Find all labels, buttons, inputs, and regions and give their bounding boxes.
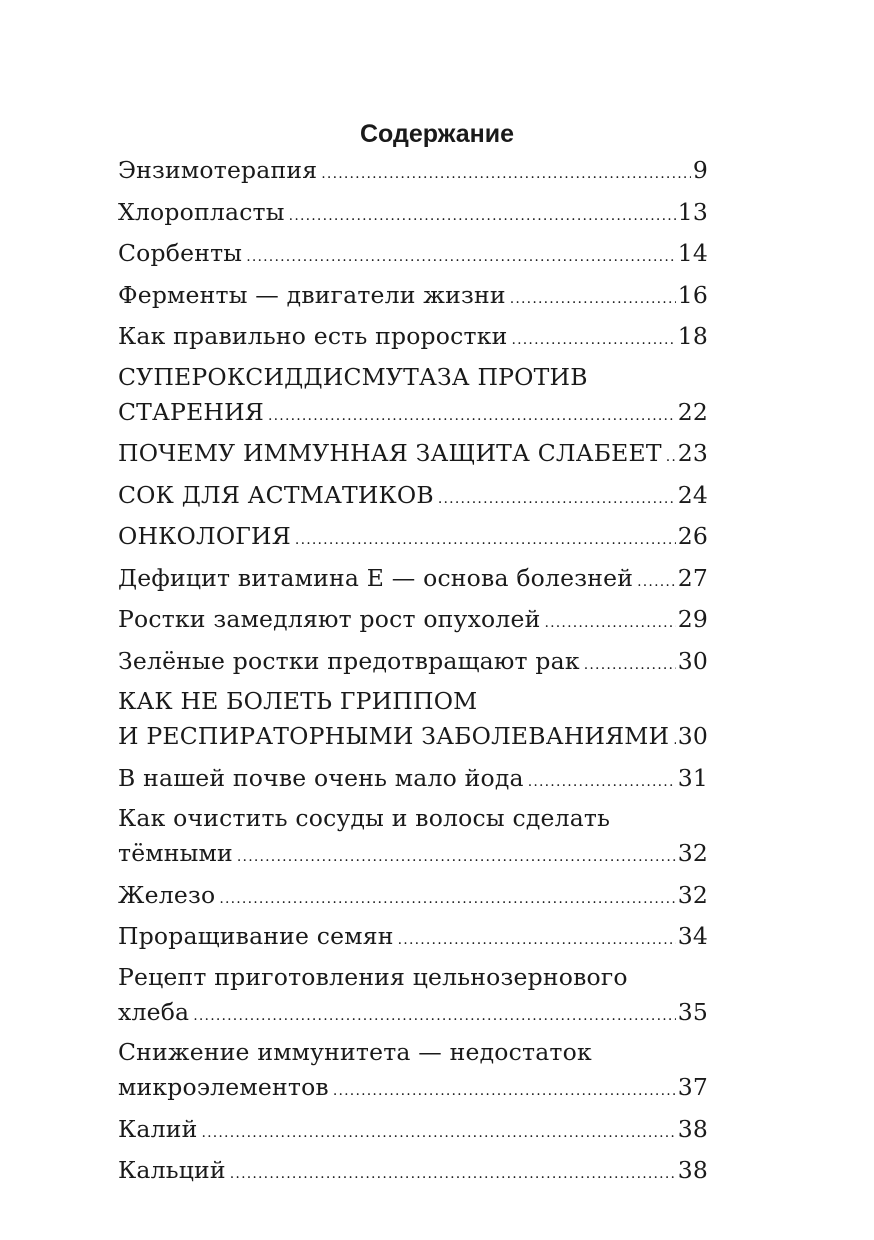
toc-entry (118, 643, 708, 683)
dot-leader (673, 722, 675, 758)
toc-entry-title-line2: И РЕСПИРАТОРНЫМИ ЗАБОЛЕВАНИЯМИ (118, 722, 670, 750)
toc-entry (118, 152, 708, 192)
toc-page-number: 16 (677, 280, 708, 309)
toc-page-number: 31 (677, 763, 708, 792)
toc-entry (118, 277, 708, 317)
toc-entry (118, 1152, 708, 1192)
toc-page-number: 23 (677, 439, 708, 467)
toc-page-number: 18 (677, 322, 708, 350)
toc-entry-title-line1: Как очистить сосуды и волосы сделать (118, 804, 611, 832)
toc-page-number: 24 (677, 480, 708, 509)
toc-entry (118, 918, 708, 958)
dot-leader (637, 564, 676, 600)
toc-page-number: 35 (677, 997, 708, 1026)
dot-leader (333, 1073, 676, 1109)
toc-entry-title: Проращивание семян (118, 922, 394, 950)
toc-page-number: 32 (677, 839, 708, 867)
toc-entry-title: Кальций (118, 1156, 226, 1184)
toc-entry-title: ПОЧЕМУ ИММУННАЯ ЗАЩИТА СЛАБЕЕТ (118, 439, 662, 467)
toc-entry-title: Ферменты — двигатели жизни (118, 280, 506, 309)
dot-leader (438, 481, 676, 517)
toc-entry (118, 477, 708, 517)
toc-entry-title: СОК ДЛЯ АСТМАТИКОВ (118, 480, 434, 509)
dot-leader (193, 998, 675, 1034)
toc-page-number: 14 (677, 239, 708, 267)
dot-leader (510, 281, 676, 317)
dot-leader (289, 198, 676, 234)
toc-entry (118, 801, 708, 875)
toc-entry (118, 601, 708, 641)
toc-entry-title: В нашей почве очень мало йода (118, 763, 524, 792)
toc-entry (118, 1111, 708, 1151)
toc-entry (118, 435, 708, 475)
toc-entry-title-line2: тёмными (118, 839, 233, 867)
toc-page-number: 30 (677, 722, 708, 750)
toc-page-number: 38 (677, 1114, 708, 1143)
toc-entry-title: Хлоропласты (118, 197, 285, 226)
toc-entry-title: Сорбенты (118, 239, 243, 267)
dot-leader (544, 605, 675, 641)
toc-page-number: 27 (677, 563, 708, 592)
dot-leader (268, 398, 676, 434)
page-title: Содержание (359, 120, 515, 148)
toc-entry (118, 194, 708, 234)
toc-entry-title-line2: микроэлементов (118, 1073, 329, 1101)
toc-entry (118, 560, 708, 600)
dot-leader (321, 156, 691, 192)
dot-leader (511, 322, 675, 358)
toc-page-number: 13 (677, 197, 708, 226)
dot-leader (528, 764, 676, 800)
toc-entry-title-line2: хлеба (118, 997, 190, 1026)
toc-page-number: 32 (677, 880, 708, 909)
toc-entry (118, 1035, 708, 1109)
toc-page-number: 26 (677, 522, 708, 550)
toc-page-number: 37 (677, 1073, 708, 1101)
toc-entry-title-line1: Снижение иммунитета — недостаток (118, 1038, 592, 1066)
toc-entry-title: Калий (118, 1114, 198, 1143)
toc-entry-title: Как правильно есть проростки (118, 322, 508, 350)
toc-entry (118, 960, 708, 1034)
dot-leader (295, 522, 676, 558)
toc-entry-title: Энзимотерапия (118, 156, 318, 184)
toc-entry-title: Ростки замедляют рост опухолей (118, 605, 541, 633)
dot-leader (201, 1115, 675, 1151)
dot-leader (666, 439, 676, 475)
toc-page-number: 38 (677, 1156, 708, 1184)
toc-entry-title-line2: СТАРЕНИЯ (118, 397, 264, 426)
toc-entry-title-line1: СУПЕРОКСИДДИСМУТАЗА ПРОТИВ (118, 362, 588, 391)
toc-page-number: 30 (677, 646, 708, 675)
toc-entry-title: Зелёные ростки предотвращают рак (118, 646, 580, 675)
toc-page-number: 34 (677, 922, 708, 950)
toc-entry-title: ОНКОЛОГИЯ (118, 522, 291, 550)
dot-leader (219, 881, 675, 917)
toc-entry-title: Дефицит витамина Е — основа болезней (118, 563, 634, 592)
toc-entry (118, 684, 708, 758)
dot-leader (584, 647, 676, 683)
toc-page-number: 9 (692, 156, 708, 184)
toc-entry (118, 877, 708, 917)
toc-entry (118, 318, 708, 358)
toc-entry-title-line1: КАК НЕ БОЛЕТЬ ГРИППОМ (118, 687, 478, 715)
dot-leader (237, 839, 676, 875)
toc-entry (118, 760, 708, 800)
toc-page-number: 29 (677, 605, 708, 633)
dot-leader (230, 1156, 676, 1192)
toc-entry-title: Железо (118, 880, 216, 909)
dot-leader (398, 922, 676, 958)
toc-entry-title-line1: Рецепт приготовления цельнозернового (118, 962, 628, 991)
dot-leader (246, 239, 675, 275)
table-of-contents (118, 152, 708, 1194)
toc-entry (118, 518, 708, 558)
toc-page-number: 22 (677, 397, 708, 426)
toc-entry (118, 235, 708, 275)
toc-entry (118, 360, 708, 434)
